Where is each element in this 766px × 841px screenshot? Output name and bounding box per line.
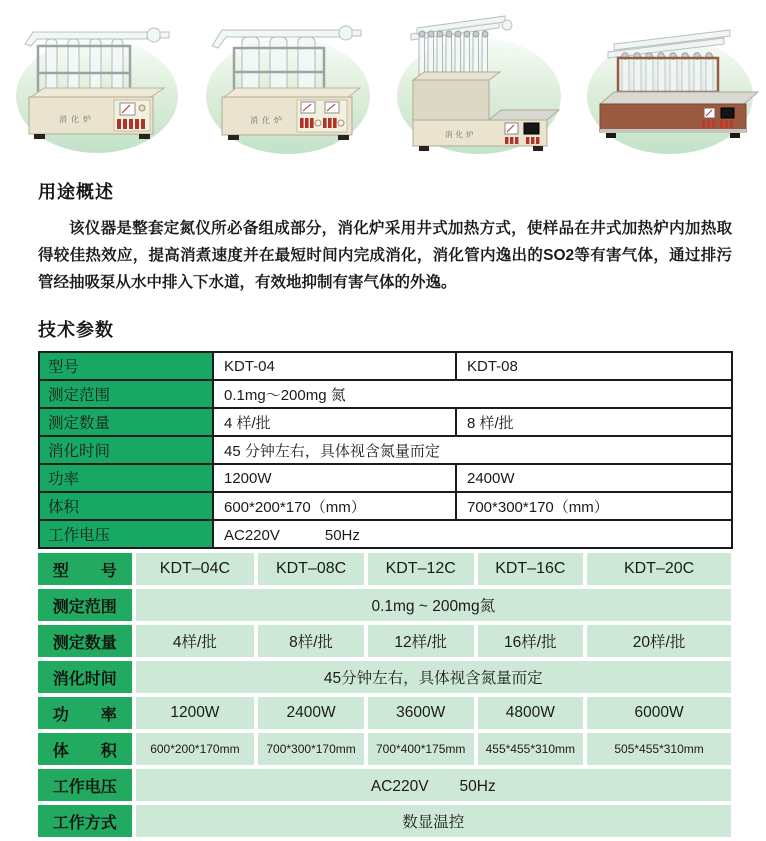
cell: AC220V 50Hz (213, 520, 732, 548)
table-row (39, 436, 732, 464)
row-label: 功率 (39, 464, 213, 492)
cell: 700*300*170（mm） (456, 492, 732, 520)
cell: 700*400*175mm (368, 733, 474, 765)
table-row (38, 625, 731, 657)
cell: 600*200*170mm (136, 733, 255, 765)
row-label: 测定范围 (39, 380, 213, 408)
cell: 455*455*310mm (478, 733, 584, 765)
row-label: 体 积 (38, 733, 132, 765)
cell: 20样/批 (587, 625, 731, 657)
cell: 45 分钟左右，具体视含氮量而定 (213, 436, 732, 464)
table-row (38, 553, 731, 585)
cell: 45分钟左右，具体视含氮量而定 (136, 661, 731, 693)
cell: 4 样/批 (213, 408, 456, 436)
cell: 16样/批 (478, 625, 584, 657)
row-label: 工作电压 (38, 769, 132, 801)
device-caption: 消化炉 (250, 116, 286, 125)
row-label: 测定范围 (38, 589, 132, 621)
product-figure-4 (574, 6, 765, 158)
cell: 3600W (368, 697, 474, 729)
table-row (39, 352, 732, 380)
table-row (38, 769, 731, 801)
overview-title: 用途概述 (38, 182, 114, 202)
cell: 6000W (587, 697, 731, 729)
device-caption: 消化炉 (59, 115, 95, 124)
row-label: 体积 (39, 492, 213, 520)
spec-table-kdtc (34, 549, 735, 841)
cell: 12样/批 (368, 625, 474, 657)
glass-manifold (411, 16, 512, 40)
table-row (38, 733, 731, 765)
cell: KDT–12C (368, 553, 474, 585)
table-row (38, 589, 731, 621)
specs-title: 技术参数 (38, 320, 114, 340)
cell: 0.1mg～200mg 氮 (213, 380, 732, 408)
row-label: 工作电压 (39, 520, 213, 548)
product-photo-3 (383, 6, 574, 158)
table-row (39, 408, 732, 436)
device-top (31, 88, 164, 97)
cell: 4800W (478, 697, 584, 729)
tube-rack (618, 58, 718, 92)
body-trim (600, 129, 746, 133)
cell: KDT-08 (456, 352, 732, 380)
row-label: 消化时间 (39, 436, 213, 464)
cell: 8 样/批 (456, 408, 732, 436)
cell: 1200W (213, 464, 456, 492)
row-label: 测定数量 (39, 408, 213, 436)
product-photo-4 (574, 6, 765, 158)
cell: 0.1mg ~ 200mg氮 (136, 589, 731, 621)
row-label: 型 号 (38, 553, 132, 585)
table-row (39, 492, 732, 520)
device-caption: 消化炉 (445, 130, 477, 139)
cell: 8样/批 (258, 625, 364, 657)
cell: KDT–04C (136, 553, 255, 585)
row-label: 功 率 (38, 697, 132, 729)
cell: 4样/批 (136, 625, 255, 657)
cell: KDT-04 (213, 352, 456, 380)
cell: 2400W (258, 697, 364, 729)
device-top (489, 110, 559, 120)
table-row (38, 661, 731, 693)
cell: 505*455*310mm (587, 733, 731, 765)
row-label: 工作方式 (38, 805, 132, 837)
cell: 数显温控 (136, 805, 731, 837)
block-top (413, 72, 500, 80)
control-panel (114, 100, 150, 131)
cell: 2400W (456, 464, 732, 492)
device-top (224, 88, 360, 97)
cell: KDT–08C (258, 553, 364, 585)
cell: 1200W (136, 697, 255, 729)
row-label: 消化时间 (38, 661, 132, 693)
product-figure-2 (192, 6, 383, 158)
table-row (38, 697, 731, 729)
row-label: 型号 (39, 352, 213, 380)
table-row (38, 805, 731, 837)
product-photo-strip (0, 0, 766, 158)
table-row (39, 520, 732, 548)
product-figure-1 (1, 6, 192, 158)
device-top (600, 92, 758, 104)
control-panel (297, 100, 347, 132)
product-photo-1 (1, 6, 192, 158)
spec-table-kdt (38, 351, 733, 549)
table-row (39, 380, 732, 408)
product-photo-2 (192, 6, 383, 158)
cell: KDT–16C (478, 553, 584, 585)
product-figure-3 (383, 6, 574, 158)
cell: AC220V 50Hz (136, 769, 731, 801)
cell: KDT–20C (587, 553, 731, 585)
heater-block (413, 80, 489, 120)
row-label: 测定数量 (38, 625, 132, 657)
cell: 700*300*170mm (258, 733, 364, 765)
cell: 600*200*170（mm） (213, 492, 456, 520)
table-row (39, 464, 732, 492)
glass-tubes (242, 37, 315, 95)
overview-paragraph: 该仪器是整套定氮仪所必备组成部分，消化炉采用井式加热方式，使样品在井式加热炉内加热取得较佳热效应，提高消煮速度并在最短时间内完成消化，消化管内逸出的SO2等有害气体，通过排污管经抽吸泵从水中排入下水道，有效地抑制有害气体的外逸。 (38, 220, 732, 291)
